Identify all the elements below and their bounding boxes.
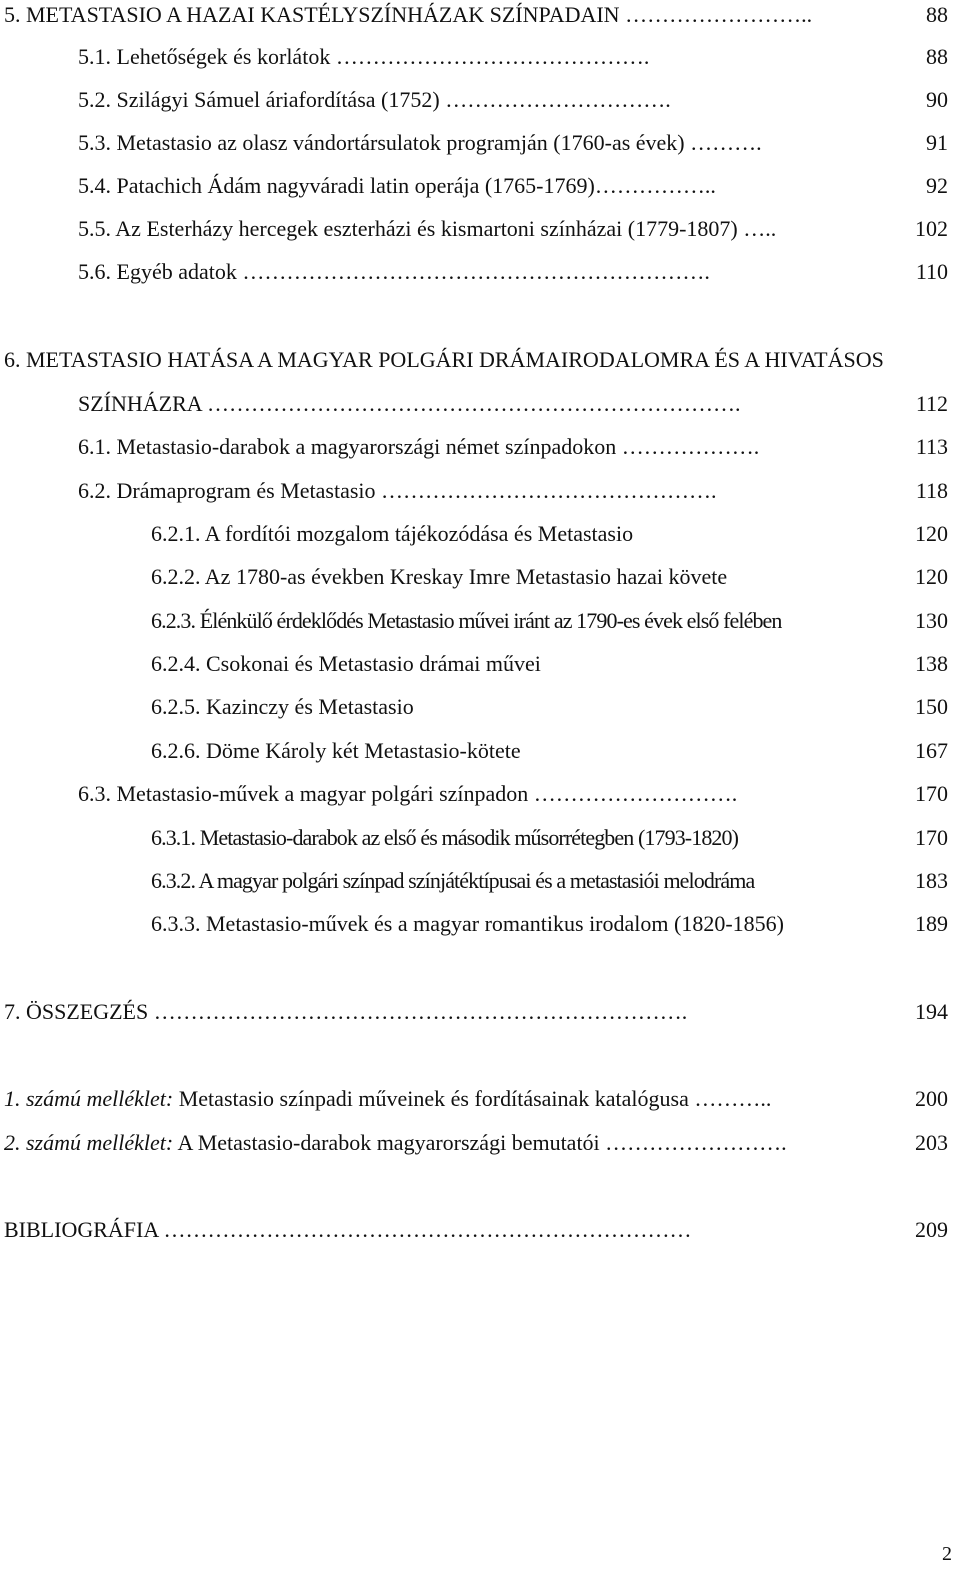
toc-entry-title: 5.1. Lehetőségek és korlátok …………………………………….	[78, 44, 650, 69]
toc-entry[interactable]	[0, 345, 960, 375]
toc-entry-page: 183	[915, 868, 948, 893]
toc-entry-title: 6.3. Metastasio-művek a magyar polgári színpadon ……………………….	[78, 781, 738, 806]
toc-entry[interactable]	[0, 171, 960, 201]
toc-entry[interactable]	[0, 476, 960, 506]
toc-entry-page: 200	[915, 1086, 948, 1111]
toc-entry-title: 5. METASTASIO A HAZAI KASTÉLYSZÍNHÁZAK SZÍNPADAIN ……………………..	[4, 2, 813, 27]
toc-entry-page: 90	[926, 87, 948, 112]
toc-entry-page: 112	[915, 391, 948, 416]
toc-entry-title: 7. ÖSSZEGZÉS ……………………………………………………………….	[4, 999, 688, 1024]
toc-entry-page: 189	[915, 911, 948, 936]
toc-entry-page: 209	[915, 1217, 948, 1242]
toc-entry-title: 6.3.3. Metastasio-művek és a magyar romantikus irodalom (1820-1856)	[151, 911, 784, 936]
toc-entry-page: 130	[915, 608, 948, 633]
toc-entry[interactable]	[0, 389, 960, 419]
toc-entry[interactable]	[0, 257, 960, 287]
toc-entry-page: 110	[915, 259, 948, 284]
toc-entry[interactable]	[0, 214, 960, 244]
toc-entry-title: 2. számú melléklet: A Metastasio-darabok magyarországi bemutatói …………………….	[4, 1130, 787, 1155]
toc-entry-title: 6.2. Drámaprogram és Metastasio ……………………………………….	[78, 478, 717, 503]
toc-entry-title: 6.3.2. A magyar polgári színpad színjátéktípusai és a metastasiói melodráma	[151, 868, 755, 893]
toc-entry-title: 6.2.1. A fordítói mozgalom tájékozódása és Metastasio	[151, 521, 634, 546]
toc-entry-page: 167	[915, 738, 948, 763]
toc-entry[interactable]	[0, 562, 960, 592]
toc-entry-title: 5.4. Patachich Ádám nagyváradi latin operája (1765-1769)……………..	[78, 173, 716, 198]
toc-entry-page: 138	[915, 651, 948, 676]
toc-entry-title: 6. METASTASIO HATÁSA A MAGYAR POLGÁRI DRÁMAIRODALOMRA ÉS A HIVATÁSOS	[4, 347, 884, 372]
toc-entry-page: 120	[915, 521, 948, 546]
toc-entry[interactable]	[0, 736, 960, 766]
toc-entry-title: 6.2.5. Kazinczy és Metastasio	[151, 694, 414, 719]
toc-entry-title: 5.6. Egyéb adatok ……………………………………………………….	[78, 259, 710, 284]
toc-entry[interactable]	[0, 1215, 960, 1245]
toc-entry[interactable]	[0, 779, 960, 809]
toc-entry[interactable]	[0, 42, 960, 72]
toc-entry-page: 102	[915, 216, 948, 241]
toc-entry-page: 88	[926, 44, 948, 69]
toc-entry-page: 150	[915, 694, 948, 719]
toc-entry[interactable]	[0, 0, 960, 30]
toc-entry-title: BIBLIOGRÁFIA ………………………………………………………………	[4, 1217, 692, 1242]
toc-entry-page: 88	[926, 2, 948, 27]
toc-entry-page: 170	[915, 781, 948, 806]
toc-entry-title: SZÍNHÁZRA ……………………………………………………………….	[78, 391, 741, 416]
toc-entry-title: 6.1. Metastasio-darabok a magyarországi német színpadokon ……………….	[78, 434, 760, 459]
toc-entry[interactable]	[0, 85, 960, 115]
toc-entry-title: 1. számú melléklet: Metastasio színpadi műveinek és fordításainak katalógusa ………..	[4, 1086, 772, 1111]
toc-entry[interactable]	[0, 1084, 960, 1114]
toc-entry-page: 120	[915, 564, 948, 589]
toc-entry-title: 5.3. Metastasio az olasz vándortársulatok programján (1760-as évek) ……….	[78, 130, 762, 155]
toc-entry-title: 5.2. Szilágyi Sámuel áriafordítása (1752) ………………………….	[78, 87, 671, 112]
toc-entry[interactable]	[0, 997, 960, 1027]
toc-entry[interactable]	[0, 909, 960, 939]
toc-entry[interactable]	[0, 519, 960, 549]
toc-entry-page: 91	[926, 130, 948, 155]
toc-entry[interactable]	[0, 432, 960, 462]
toc-entry-page: 118	[915, 478, 948, 503]
toc-entry[interactable]	[0, 649, 960, 679]
toc-entry-page: 92	[926, 173, 948, 198]
toc-entry[interactable]	[0, 866, 960, 896]
toc-entry[interactable]	[0, 823, 960, 853]
toc-entry-title: 6.2.4. Csokonai és Metastasio drámai művei	[151, 651, 541, 676]
toc-entry-page: 113	[915, 434, 948, 459]
toc-entry[interactable]	[0, 128, 960, 158]
toc-entry[interactable]	[0, 606, 960, 636]
toc-entry-page: 203	[915, 1130, 948, 1155]
toc-entry-title: 6.2.3. Élénkülő érdeklődés Metastasio művei iránt az 1790-es évek első felében	[151, 608, 782, 633]
toc-entry-page: 170	[915, 825, 948, 850]
toc-entry-title: 5.5. Az Esterházy hercegek eszterházi és kismartoni színházai (1779-1807) …..	[78, 216, 777, 241]
toc-entry[interactable]	[0, 1128, 960, 1158]
toc-entry-title: 6.3.1. Metastasio-darabok az első és második műsorrétegben (1793-1820)	[151, 825, 739, 850]
toc-entry[interactable]	[0, 692, 960, 722]
toc-entry-title: 6.2.2. Az 1780-as években Kreskay Imre Metastasio hazai követe	[151, 564, 728, 589]
toc-entry-page: 194	[915, 999, 948, 1024]
page-number: 2	[942, 1543, 952, 1565]
toc-entry-title: 6.2.6. Döme Károly két Metastasio-kötete	[151, 738, 521, 763]
